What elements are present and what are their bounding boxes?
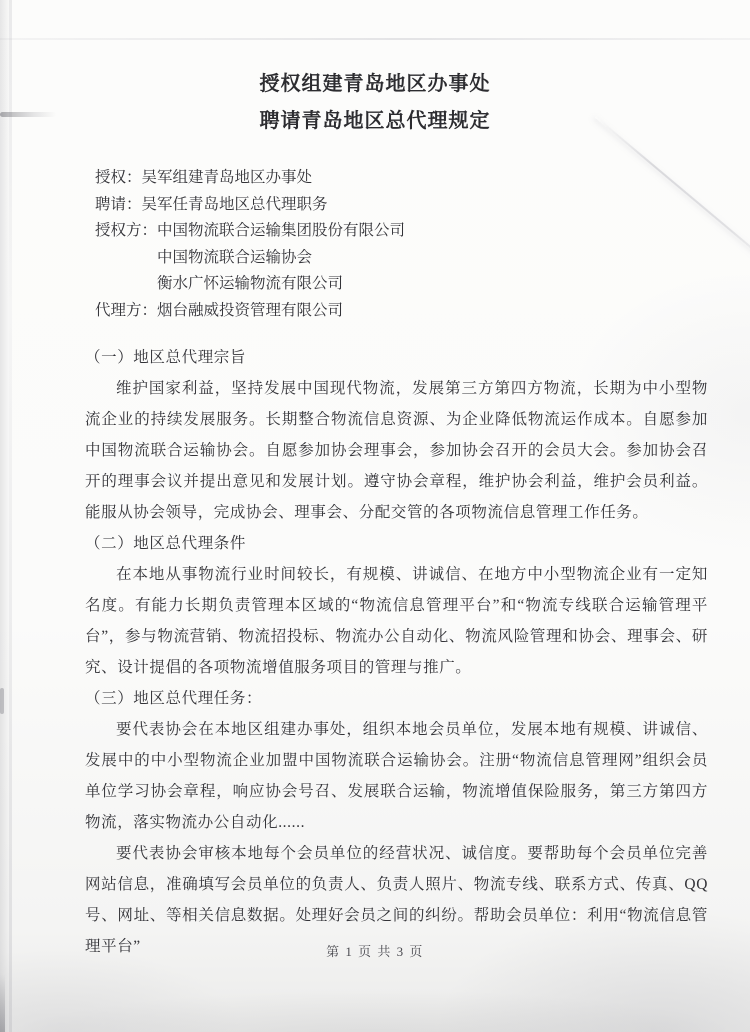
preamble-line-agent: 代理方：烟台融威投资管理有限公司 [95, 301, 344, 319]
preamble-line-authorizer-2: 中国物流联合运输协会 [157, 248, 313, 266]
preamble-block [95, 165, 695, 325]
preamble-line-authorizer-1: 授权方：中国物流联合运输集团股份有限公司 [95, 222, 406, 240]
page-number-footer: 第 1 页 共 3 页 [326, 944, 424, 959]
section-2-heading: （二）地区总代理条件 [85, 535, 247, 552]
document-title-line-1: 授权组建青岛地区办事处 [259, 73, 491, 95]
section-3-heading: （三）地区总代理任务： [85, 690, 263, 707]
preamble-line-authorization: 授权：吴军组建青岛地区办事处 [95, 169, 313, 186]
document-title [0, 66, 750, 140]
section-3-paragraph-2: 要代表协会审核本地每个会员单位的经营状况、诚信度。要帮助每个会员单位完善网站信息，准确填写会员单位的负责人、负责人照片、物流专线、联系方式、传真、QQ 号、网址、等相关信息数据。处理好会员之间的纠纷。帮助会员单位：利用“物流信息管理平台” [85, 845, 708, 955]
document-title-line-2: 聘请青岛地区总代理规定 [259, 110, 491, 132]
paper-left-fold-line [9, 0, 12, 1032]
section-1-heading: （一）地区总代理宗旨 [85, 349, 247, 366]
scan-mark-bottom-left [0, 974, 5, 1032]
section-1-paragraph-1: 维护国家利益，坚持发展中国现代物流，发展第三方第四方物流，长期为中小型物流企业的持续发展服务。长期整合物流信息资源、为企业降低物流运作成本。自愿参加中国物流联合运输协会。自愿参加协会理事会，参加协会召开的会员大会。参加协会召开的理事会议并提出意见和发展计划。遵守协会章程，维护协会利益，维护会员利益。能服从协会领导，完成协会、理事会、分配交管的各项物流信息管理工作任务。 [85, 380, 708, 521]
preamble-line-authorizer-3: 衡水广怀运输物流有限公司 [157, 275, 344, 293]
paper-left-edge-shadow [0, 0, 9, 1032]
section-3-paragraph-1: 要代表协会在本地区组建办事处，组织本地会员单位，发展本地有规模、讲诚信、发展中的中小型物流企业加盟中国物流联合运输协会。注册“物流信息管理网”组织会员单位学习协会章程，响应协会号召、发展联合运输，物流增值保险服务，第三方第四方物流，落实物流办公自动化...... [85, 721, 708, 831]
section-2-paragraph-1: 在本地从事物流行业时间较长，有规模、讲诚信、在地方中小型物流企业有一定知名度。有能力长期负责管理本区域的“物流信息管理平台”和“物流专线联合运输管理平台”，参与物流营销、物流招投标、物流办公自动化、物流风险管理和协会、理事会、研究、设计提倡的各项物流增值服务项目的管理与推广。 [85, 566, 708, 676]
document-body [85, 342, 708, 962]
preamble-line-appointment: 聘请：吴军任青岛地区总代理职务 [95, 195, 328, 213]
paper-top-crease [0, 38, 750, 40]
scan-mark-left-lower [0, 688, 4, 714]
